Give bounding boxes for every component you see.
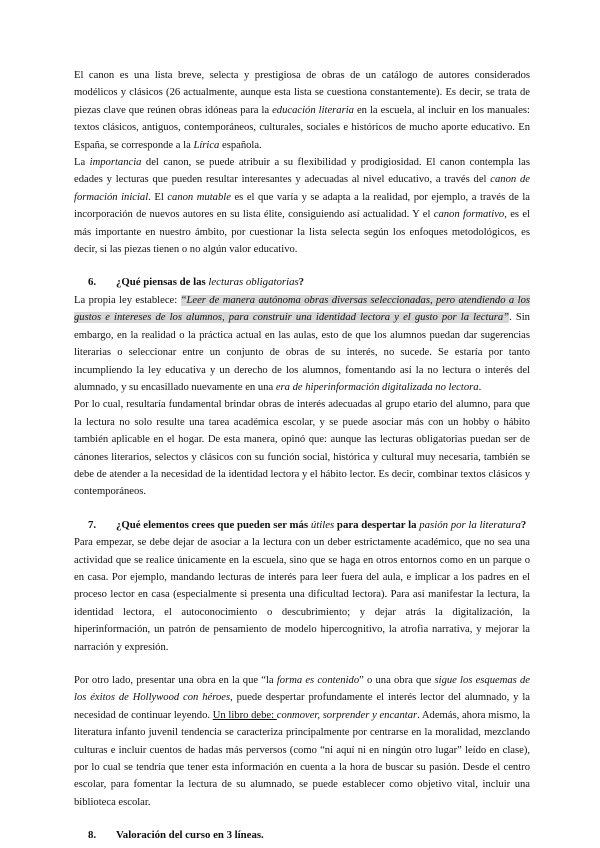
text: ¿Qué elementos crees que pueden ser más <box>116 518 311 531</box>
question-text <box>116 274 530 291</box>
text: ” o una obra que <box>359 675 435 686</box>
text: El canon es una lista breve, selecta y prestigiosa de obras de un catálogo de autores considerados modélicos y clásicos (26 actualmente, aunque esta lista se cuestiona constantemente). Es decir, se trata de piezas clave que reúnen obras idóneas para la <box>74 70 530 116</box>
question-8-heading <box>74 827 530 844</box>
italic-text: importancia <box>89 157 142 169</box>
text: Por otro lado, presentar una obra en la que “la <box>74 675 277 686</box>
paragraph-form-content <box>74 672 530 811</box>
text: del canon, se puede atribuir a su flexibilidad y prodigiosidad. El canon contempla las edades y lecturas que pueden resultar interesantes y adecuadas al nivel educativo, a través del <box>74 157 531 186</box>
italic-text: lecturas obligatorias <box>208 276 299 289</box>
question-number: 6. <box>88 276 97 289</box>
italic-text: Lírica <box>193 139 220 151</box>
text: La <box>74 157 90 169</box>
italic-text: forma es contenido <box>276 675 360 686</box>
text: . <box>478 381 482 393</box>
text: . El <box>148 191 168 203</box>
paragraph-canon-importance <box>74 154 530 258</box>
question-number: 8. <box>88 829 97 842</box>
paragraph-law-quote <box>74 292 530 396</box>
paragraph-reading-interest: Por lo cual, resultaría fundamental brindar obras de interés adecuadas al grupo etario del alumno, para que la lectura no solo resulte una tarea académica escolar, y se puede asociar más con un hobby o hábito también aplicable en el hogar. De esta manera, opinó que: aunque las lecturas obligatorias puedan ser de cánones literarios, selectos y clásicos con su función social, histórica y cultural muy necesaria, también se debe de atender a la necesidad de la identidad lectora y el hábito lector. Es decir, combinar textos clásicos y contemporáneos. <box>74 399 530 498</box>
text: . Sin embargo, en la realidad o la práctica actual en las aulas, esto de que los alumnos puedan dar sugerencias literarias o seleccionar entre un conjunto de obras de su interés, no sucede. Se estaría por tanto incumpliendo la ley educativa y un derecho de los alumnos, fomentando así la no lectura o interés del alumnado, y su encasillado nuevamente en una <box>74 312 530 393</box>
question-6-heading <box>74 274 530 291</box>
italic-text: sigue los esquemas de los éxitos de Hollywood con héroes <box>74 675 530 704</box>
italic-text: educación literaria <box>272 104 354 116</box>
paragraph-canon-definition <box>74 67 530 154</box>
text: en la escuela, al incluir en los manuales: textos clásicos, antiguos, contemporáneos, culturales, sociales e históricos de mucho aporte educativo. En España, se corresponde a la <box>74 104 531 151</box>
italic-text: canon mutable <box>167 191 231 203</box>
italic-text: canon de formación inicial <box>74 174 530 203</box>
text: española. <box>219 139 262 151</box>
question-text <box>116 517 530 534</box>
italic-text: útiles <box>310 518 335 531</box>
highlighted-quote: “Leer de manera autónoma obras diversas seleccionadas, pero atendiendo a los gustos e intereses de los alumnos, para construir una identidad lectora y el gusto por la lectura” <box>74 294 530 324</box>
text: La propia ley establece: <box>74 294 181 306</box>
text: , puede despertar profundamente el interés lector del alumnado, y la necesidad de continuar leyendo. <box>74 692 530 721</box>
question-text: Valoración del curso en 3 líneas. <box>116 829 264 842</box>
text: ¿Qué piensas de las <box>116 276 209 289</box>
underlined-text: Un libro debe: <box>212 709 277 721</box>
text: para despertar la <box>334 518 420 531</box>
text: ? <box>520 518 527 531</box>
question-number: 7. <box>88 518 97 531</box>
italic-text: conmover, sorprender y encantar <box>276 709 418 721</box>
italic-text: era de hiperinformación digitalizada no lectora <box>275 381 479 393</box>
text: es el que varía y se adapta a la realidad, por ejemplo, a través de la incorporación de nuevos autores en su lista élite, consiguiendo así actualidad. Y el <box>74 191 530 221</box>
text: . Además, ahora mismo, la literatura infanto juvenil tendencia se caracteriza principalmente por centrarse en la moralidad, mezclando culturas e incluir cuentos de hadas más perversos (como “ni aquí ni en ningún otro lugar” leído en clase), por lo cual se tendría que tener esta información en cuenta a la hora de buscar su pasión. Desde el centro escolar, para fomentar la lectura de su alumnado, se puede establecer como objetivo vital, incluir una biblioteca escolar. <box>74 709 531 808</box>
italic-text: pasión por la literatura <box>419 518 521 531</box>
question-7-heading <box>74 517 530 534</box>
italic-text: canon formativo <box>433 209 505 221</box>
text: , es el más importante en nuestro ámbito, por cuestionar la lista selecta según los enfoques metodológicos, es decir, si las piezas tienen o no algún valor educativo. <box>74 209 531 256</box>
text: ? <box>298 276 305 289</box>
paragraph-reading-habit: Para empezar, se debe dejar de asociar a la lectura con un deber estrictamente académico, que no sea una actividad que se realice únicamente en la escuela, sino que se haga en otros entornos como en un parque o en casa. Por ejemplo, mandando lecturas de interés para leer fuera del aula, e implicar a los padres en el proceso lector en casa (especialmente si presenta una dificultad lectora). Para así manifestar la lectura, la identidad lectora, el autoconocimiento o descubrimiento; y dejar atrás la digitalización, la hiperinformación, un patrón de pensamiento de modelo hipercognitivo, la atrofia narrativa, y mejorar la narración y expresión. <box>74 537 530 653</box>
